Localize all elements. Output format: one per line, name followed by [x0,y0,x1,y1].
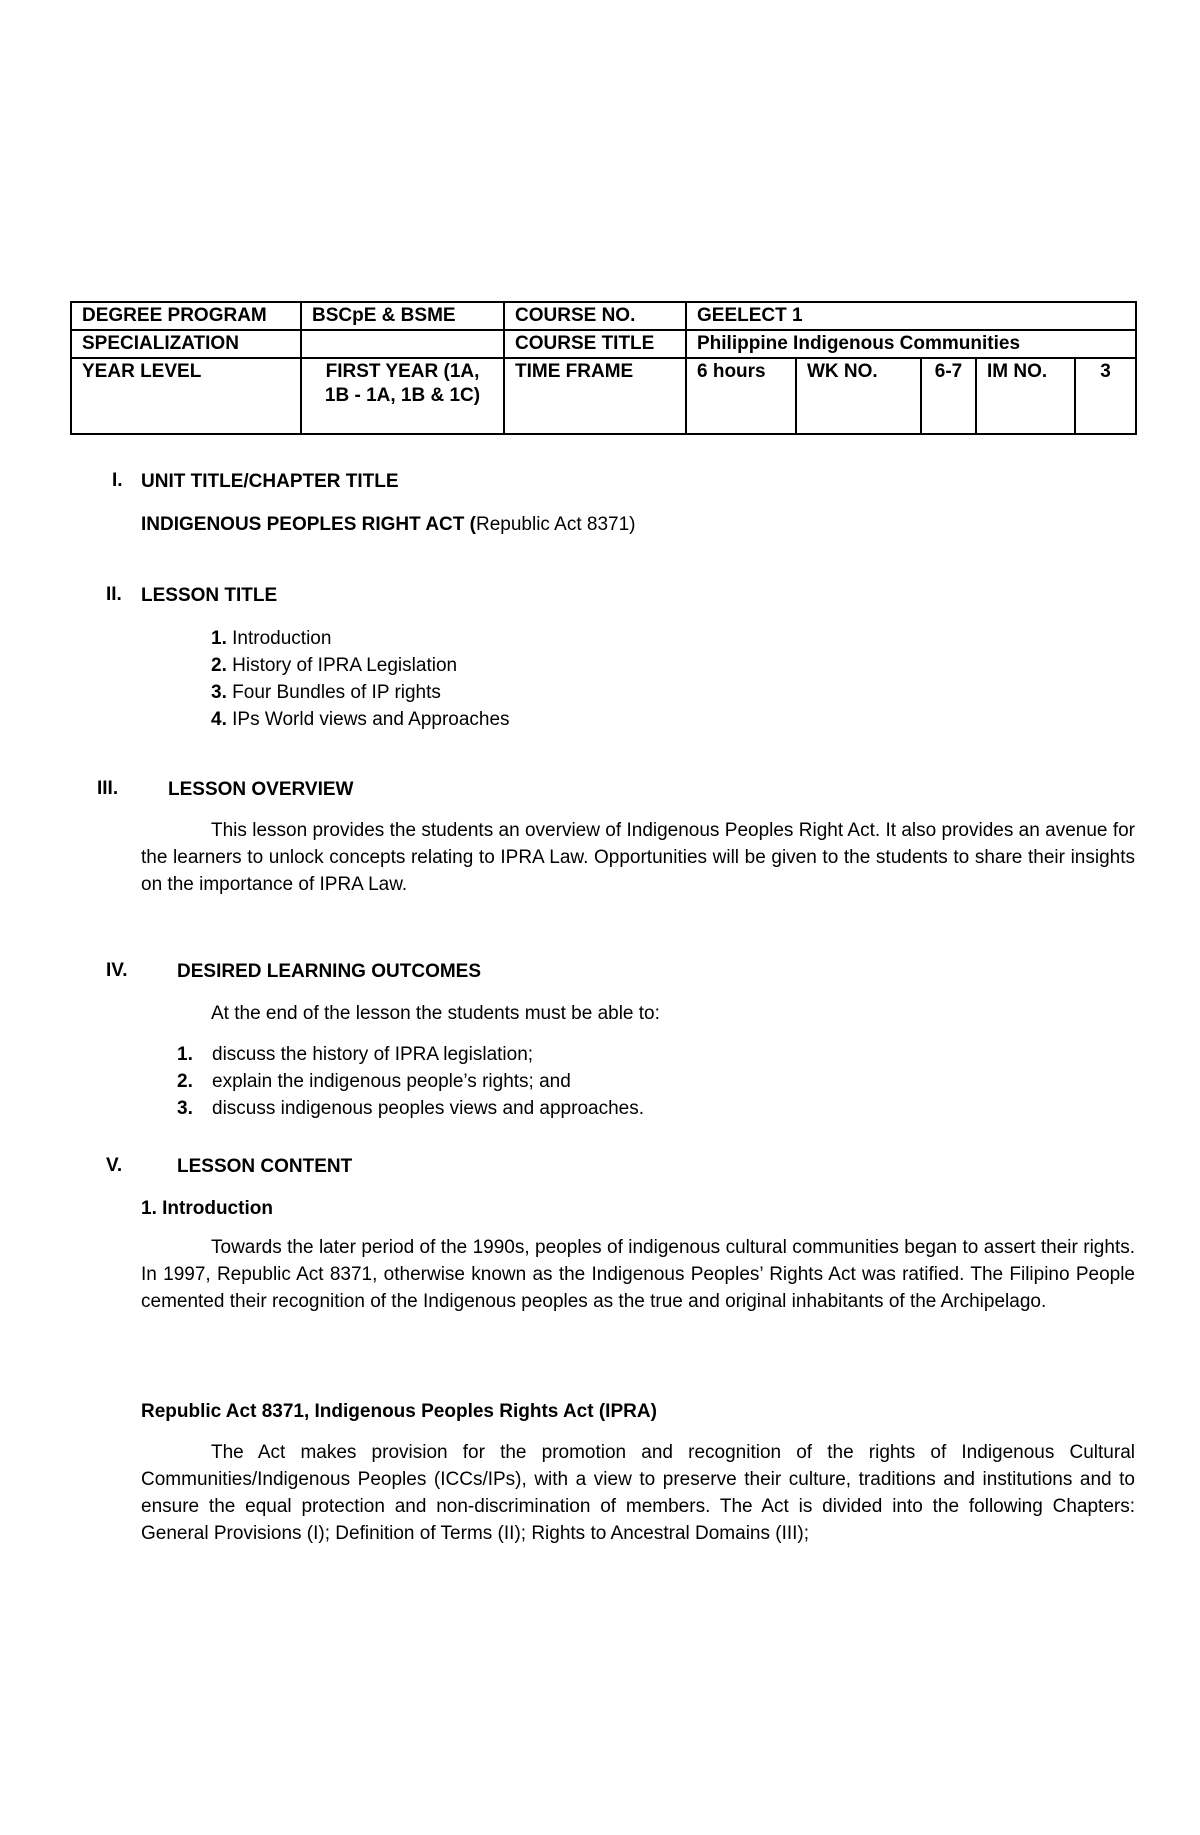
degree-program-label: DEGREE PROGRAM [71,302,301,330]
specialization-value [301,330,504,358]
specialization-label: SPECIALIZATION [71,330,301,358]
section-1-numeral: I. [112,470,123,491]
list-item: 4. IPs World views and Approaches [211,709,510,730]
time-frame-label: TIME FRAME [504,358,686,434]
unit-title-rest: Republic Act 8371) [476,514,636,535]
section-5-heading: LESSON CONTENT [177,1156,353,1177]
wk-no-label: WK NO. [796,358,921,434]
section-5-numeral: V. [106,1155,123,1176]
content-subheading-introduction: 1. Introduction [141,1198,273,1219]
introduction-paragraph: Towards the later period of the 1990s, peoples of indigenous cultural communities began to assert their rights. In 1997, Republic Act 8371, otherwise known as the Indigenous Peoples’ Rights Act was ratified. The Filipino People cemented their recognition of the Indigenous peoples as the true and original inhabitants of the Archipelago. [141,1237,1135,1312]
list-item: 3. Four Bundles of IP rights [211,682,441,703]
wk-no-value: 6-7 [921,358,976,434]
section-3-numeral: III. [97,778,119,799]
time-frame-value: 6 hours [686,358,796,434]
course-no-label: COURSE NO. [504,302,686,330]
course-title-label: COURSE TITLE [504,330,686,358]
list-item: 1. Introduction [211,628,332,649]
lesson-title-list [211,625,510,733]
section-3-heading: LESSON OVERVIEW [168,779,354,800]
list-item: 3. discuss indigenous peoples views and approaches. [177,1098,644,1119]
im-no-label: IM NO. [976,358,1075,434]
list-item: 1. discuss the history of IPRA legislation; [177,1044,534,1065]
overview-paragraph: This lesson provides the students an overview of Indigenous Peoples Right Act. It also provides an avenue for the learners to unlock concepts relating to IPRA Law. Opportunities will be given to the students to share their insights on the importance of IPRA Law. [141,820,1135,895]
degree-program-value: BSCpE & BSME [301,302,504,330]
unit-title [141,511,636,538]
section-1-heading: UNIT TITLE/CHAPTER TITLE [141,471,399,492]
section-4-heading: DESIRED LEARNING OUTCOMES [177,961,482,982]
ipra-paragraph: The Act makes provision for the promotion and recognition of the rights of Indigenous Cultural Communities/Indigenous Peoples (ICCs/IPs), with a view to preserve their culture, traditions and institutions and to ensure the equal protection and non-discrimination of members. The Act is divided into the following Chapters: General Provisions (I); Definition of Terms (II); Rights to Ancestral Domains (III); [141,1442,1135,1544]
unit-title-bold: INDIGENOUS PEOPLES RIGHT ACT ( [141,514,476,535]
list-item: 2. History of IPRA Legislation [211,655,458,676]
im-no-value: 3 [1075,358,1136,434]
outcomes-list [177,1041,644,1122]
list-item: 2. explain the indigenous people’s rights; and [177,1071,571,1092]
outcomes-intro: At the end of the lesson the students must be able to: [211,1003,660,1024]
section-2-numeral: II. [106,584,122,605]
section-4-numeral: IV. [106,960,128,981]
year-level-value: FIRST YEAR (1A, 1B - 1A, 1B & 1C) [301,358,504,434]
course-no-value: GEELECT 1 [686,302,1136,330]
section-2-heading: LESSON TITLE [141,585,278,606]
content-subheading-ipra: Republic Act 8371, Indigenous Peoples Rights Act (IPRA) [141,1401,657,1422]
course-title-value: Philippine Indigenous Communities [686,330,1136,358]
year-level-label: YEAR LEVEL [71,358,301,434]
course-info-table [70,301,1137,435]
